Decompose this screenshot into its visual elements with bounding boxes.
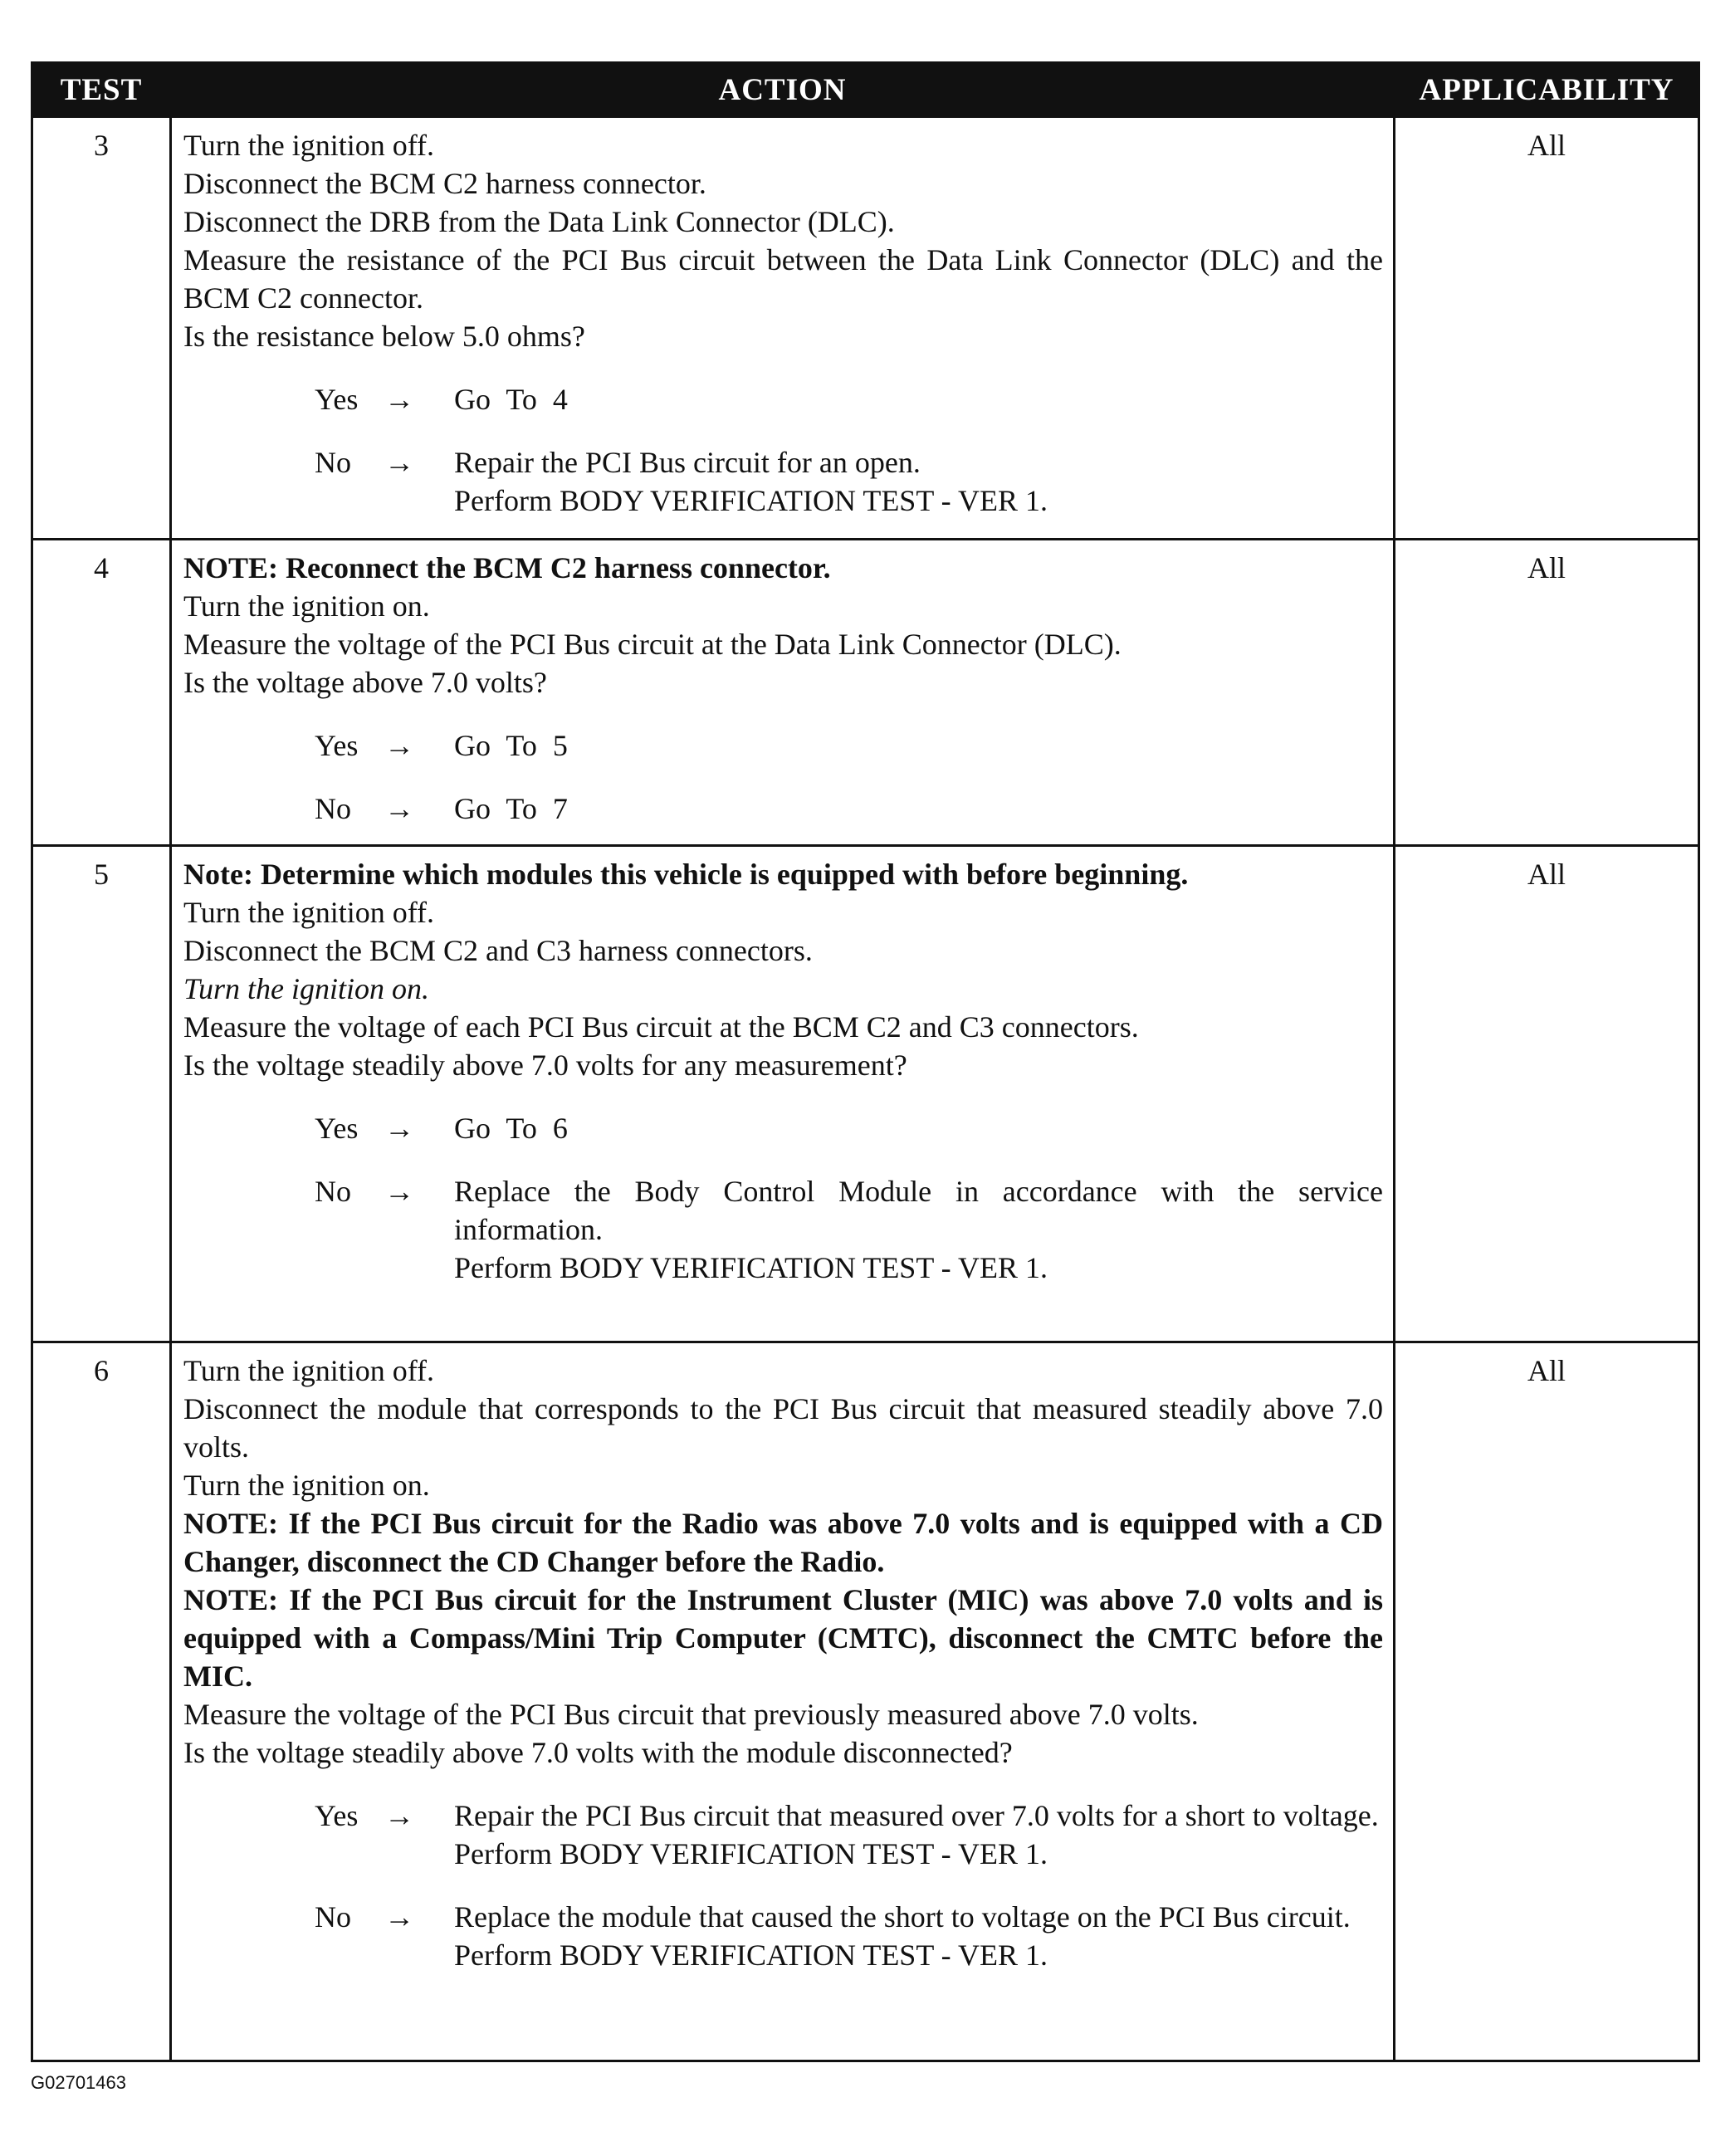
action-line: Turn the ignition off.	[183, 896, 435, 929]
result-line: Replace the Body Control Module in accordance with the service information.	[454, 1175, 1383, 1246]
table-row	[32, 846, 1699, 1342]
action-cell	[171, 117, 1395, 540]
action-line: Is the voltage steadily above 7.0 volts for any measurement?	[183, 1049, 907, 1082]
table-row	[32, 1342, 1699, 2061]
applicability-value: All	[1395, 117, 1699, 540]
arrow-right-icon: →	[384, 1112, 414, 1145]
action-line: Disconnect the module that corresponds to the PCI Bus circuit that measured steadily above 7.0 volts.	[183, 1392, 1383, 1464]
no-label: No	[315, 1900, 351, 1934]
applicability-value: All	[1395, 846, 1699, 1342]
result-line: Go To 5	[454, 729, 568, 762]
arrow-right-icon: →	[384, 1799, 414, 1832]
no-result	[454, 443, 1383, 520]
action-line: Turn the ignition on.	[183, 589, 430, 623]
yes-result	[454, 380, 1383, 418]
action-line: Turn the ignition off.	[183, 129, 435, 162]
yes-label: Yes	[315, 729, 359, 762]
action-line: Turn the ignition on.	[183, 972, 430, 1005]
yes-label: Yes	[315, 1112, 359, 1145]
yes-branch	[315, 1109, 1383, 1147]
note-line: NOTE: Reconnect the BCM C2 harness connector.	[183, 551, 831, 584]
action-line: Measure the resistance of the PCI Bus circuit between the Data Link Connector (DLC) and the BCM C2 connector.	[183, 243, 1383, 315]
test-number: 4	[32, 540, 171, 846]
yes-result	[454, 726, 1383, 765]
test-number: 5	[32, 846, 171, 1342]
yes-branch	[315, 726, 1383, 765]
test-number: 6	[32, 1342, 171, 2061]
result-line: Go To 4	[454, 383, 568, 416]
header-action: ACTION	[171, 63, 1395, 117]
action-line: Disconnect the DRB from the Data Link Connector (DLC).	[183, 205, 895, 238]
action-line: Disconnect the BCM C2 and C3 harness connectors.	[183, 934, 813, 967]
action-line: Is the voltage above 7.0 volts?	[183, 666, 547, 699]
result-line: Go To 7	[454, 792, 568, 825]
action-line: Is the voltage steadily above 7.0 volts with the module disconnected?	[183, 1736, 1013, 1769]
result-line: Repair the PCI Bus circuit for an open.	[454, 446, 921, 479]
yes-branch	[315, 380, 1383, 418]
arrow-right-icon: →	[384, 1900, 414, 1934]
diagnostic-test-table	[31, 61, 1700, 2062]
yes-label: Yes	[315, 1799, 359, 1832]
table-row	[32, 117, 1699, 540]
note-line: NOTE: If the PCI Bus circuit for the Instrument Cluster (MIC) was above 7.0 volts and is equipped with a Compass/Mini Trip Computer (CMTC), disconnect the CMTC before the MIC.	[183, 1583, 1383, 1693]
action-line: Measure the voltage of the PCI Bus circuit at the Data Link Connector (DLC).	[183, 628, 1122, 661]
action-cell	[171, 846, 1395, 1342]
arrow-right-icon: →	[384, 729, 414, 762]
no-result	[454, 1172, 1383, 1287]
no-label: No	[315, 792, 351, 825]
action-cell	[171, 1342, 1395, 2061]
result-line: Perform BODY VERIFICATION TEST - VER 1.	[454, 1938, 1048, 1972]
header-applicability: APPLICABILITY	[1395, 63, 1699, 117]
no-label: No	[315, 1175, 351, 1208]
header-test: TEST	[32, 63, 171, 117]
table-row	[32, 540, 1699, 846]
arrow-right-icon: →	[384, 792, 414, 825]
yes-label: Yes	[315, 383, 359, 416]
no-result	[454, 1898, 1383, 1974]
action-line: Disconnect the BCM C2 harness connector.	[183, 167, 706, 200]
result-line: Go To 6	[454, 1112, 568, 1145]
action-line: Turn the ignition on.	[183, 1469, 430, 1502]
applicability-value: All	[1395, 540, 1699, 846]
arrow-right-icon: →	[384, 383, 414, 416]
no-branch	[315, 1898, 1383, 1974]
result-line: Perform BODY VERIFICATION TEST - VER 1.	[454, 1251, 1048, 1284]
applicability-value: All	[1395, 1342, 1699, 2061]
action-line: Measure the voltage of each PCI Bus circuit at the BCM C2 and C3 connectors.	[183, 1010, 1139, 1044]
note-line: NOTE: If the PCI Bus circuit for the Radio was above 7.0 volts and is equipped with a CD Changer, disconnect the CD Changer before the Radio.	[183, 1507, 1383, 1578]
no-branch	[315, 443, 1383, 520]
no-branch	[315, 1172, 1383, 1287]
yes-result	[454, 1797, 1383, 1873]
result-line: Repair the PCI Bus circuit that measured over 7.0 volts for a short to voltage.	[454, 1799, 1379, 1832]
arrow-right-icon: →	[384, 1175, 414, 1208]
figure-id: G02701463	[31, 2072, 126, 2093]
yes-result	[454, 1109, 1383, 1147]
test-number: 3	[32, 117, 171, 540]
result-line: Replace the module that caused the short to voltage on the PCI Bus circuit.	[454, 1900, 1351, 1934]
note-line: Note: Determine which modules this vehicle is equipped with before beginning.	[183, 858, 1189, 891]
action-line: Measure the voltage of the PCI Bus circuit that previously measured above 7.0 volts.	[183, 1698, 1199, 1731]
result-line: Perform BODY VERIFICATION TEST - VER 1.	[454, 484, 1048, 517]
yes-branch	[315, 1797, 1383, 1873]
action-line: Is the resistance below 5.0 ohms?	[183, 320, 585, 353]
result-line: Perform BODY VERIFICATION TEST - VER 1.	[454, 1837, 1048, 1870]
no-branch	[315, 790, 1383, 828]
no-label: No	[315, 446, 351, 479]
arrow-right-icon: →	[384, 446, 414, 479]
no-result	[454, 790, 1383, 828]
action-cell	[171, 540, 1395, 846]
action-line: Turn the ignition off.	[183, 1354, 435, 1387]
table-header-row	[32, 63, 1699, 117]
